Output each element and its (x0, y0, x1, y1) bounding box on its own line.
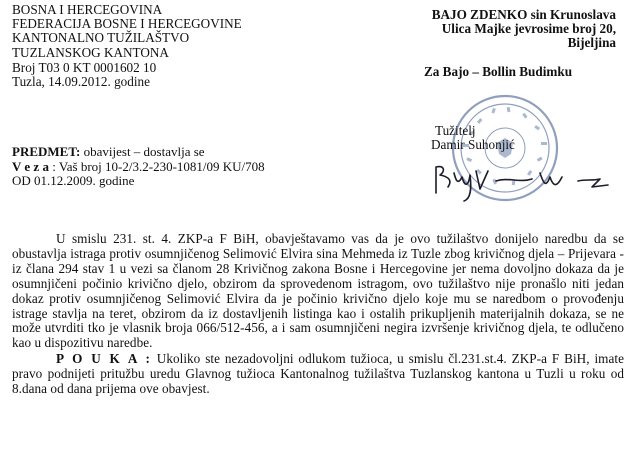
veza-label: V e z a (12, 158, 49, 174)
subject-text: obavijest – dostavlja se (80, 144, 205, 159)
pouka-text: Ukoliko ste nezadovoljni odlukom tužioca, u smislu čl.231.st.4. ZKP-a F BiH, imate pravo podnijeti pritužbu uredu Glavnog tužioca Kantonalnog tužilaštva Tuzlanskog kantona u Tuzli u roku od 8.dana od dana prijema ove obavjest. (12, 351, 624, 397)
sender-block (12, 3, 242, 89)
sender-line-1: BOSNA I HERCEGOVINA (12, 2, 163, 17)
subject-label: PREDMET: (12, 144, 81, 159)
subject-block (12, 145, 265, 189)
signatory-name: Damir Suhonjić (431, 137, 515, 153)
sender-line-3: KANTONALNO TUŽILAŠTVO (12, 30, 190, 46)
recipient-block (432, 8, 616, 51)
recipient-address: Ulica Majke jevrosime broj 20, (441, 21, 616, 37)
veza-date: OD 01.12.2009. godine (12, 173, 135, 188)
reference-number: Broj T03 0 KT 0001602 10 (12, 59, 157, 75)
recipient-city: Bijeljina (567, 35, 616, 51)
pouka-paragraph (12, 352, 624, 397)
signatory-block (431, 124, 515, 152)
subject-line (12, 145, 265, 160)
recipient-attention: Za Bajo – Bollin Budimku (424, 64, 573, 79)
place-date: Tuzla, 14.09.2012. godine (12, 74, 150, 90)
recipient-name: BAJO ZDENKO sin Krunoslava (431, 7, 616, 22)
handwritten-signature (428, 159, 618, 203)
veza-line (12, 160, 265, 175)
body-paragraph: U smislu 231. st. 4. ZKP-a F BiH, obavještavamo vas da je ovo tužilaštvo donijelo naredbu da se obustavlja istraga protiv osumnjičenog Selimović Elvira sina Mehmeda iz Tuzle zbog krivičnog djela – Prijevara - iz člana 294 stav 1 u vezi sa članom 28 Krivičnog zakona Bosne i Hercegovine jer nema dovoljno dokaza da je osumnjičeni počinio krivično djelo, obzirom da sprovedenom istragom, ovo tužilaštvo nije pronašlo niti jedan dokaz protiv osumnjičenog Selimović Elvira da je počinio krivično djelo koje mu se naredbom o provođenju istrage stavlja na teret, obzirom da iz dostavljenih listinga kao i ostalih prikupljenih materijalnih dokaza, se ne može utvrditi tko je vlasnik broja 066/512-456, a i sam osumnjičeni negira izvršenje krivičnog djela, te odlučeno kao u dispozitivu naredbe. (12, 231, 624, 351)
document-body (12, 232, 624, 397)
pouka-label: P O U K A : (56, 351, 152, 367)
veza-text: : Vaš broj 10-2/3.2-230-1081/09 KU/708 (48, 158, 265, 174)
sender-line-2: FEDERACIJA BOSNE I HERCEGOVINE (12, 16, 242, 32)
signatory-title: Tužitelj (435, 123, 476, 138)
sender-line-4: TUZLANSKOG KANTONA (12, 44, 169, 60)
